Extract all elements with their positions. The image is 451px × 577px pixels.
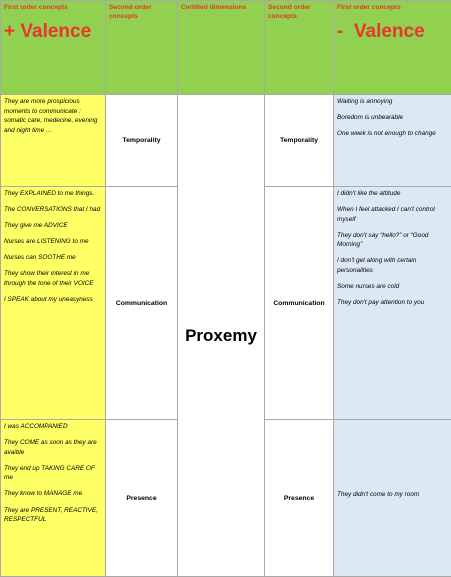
positive-concepts-cell <box>1 187 106 420</box>
concept-item: When I feel attacked I can't control myself <box>337 205 448 224</box>
second-order-concept-left: Communication <box>106 187 178 420</box>
certified-dimension: Proxemy <box>185 326 257 345</box>
negative-concepts-cell <box>334 187 451 420</box>
header-row <box>1 1 451 95</box>
second-order-concept-right: Communication <box>265 187 334 420</box>
header-second-order-right <box>265 1 334 95</box>
second-order-concept-right: Presence <box>265 420 334 577</box>
header-label: First order concepts <box>337 3 448 12</box>
negative-concept-list <box>337 97 448 139</box>
positive-concepts-cell <box>1 95 106 187</box>
header-first-order-negative <box>334 1 451 95</box>
header-label: First order concepts <box>4 3 102 12</box>
header-label: Second order concepts <box>109 3 174 21</box>
second-order-concept-left: Presence <box>106 420 178 577</box>
negative-concepts-cell <box>334 420 451 577</box>
concept-item: Nurses are LISTENING to me <box>4 237 102 247</box>
concept-item: They don't say “hello?” or “Good Morning” <box>337 231 448 250</box>
concept-item: They didn't come to my room <box>337 490 448 500</box>
header-first-order-positive <box>1 1 106 95</box>
header-label: Second order concepts <box>268 3 330 21</box>
positive-concept-list <box>4 422 102 525</box>
concept-item: They end up TAKING CARE OF me <box>4 464 102 483</box>
negative-concepts-cell <box>334 95 451 187</box>
header-certified-dimensions <box>178 1 265 95</box>
concept-item: They EXPLAINED to me things. <box>4 189 102 199</box>
negative-concept-list <box>337 490 448 500</box>
concept-item: Waiting is annoying <box>337 97 448 107</box>
concept-item: Nurses can SOOTHE me <box>4 253 102 263</box>
concept-item: They are PRESENT, REACTIVE, RESPECTFUL <box>4 506 102 525</box>
concept-item: They don't pay attention to you <box>337 298 448 308</box>
concept-item: I was ACCOMPANIED <box>4 422 102 432</box>
positive-valence-label: + Valence <box>4 21 102 43</box>
certified-dimension-cell <box>178 95 265 577</box>
concept-item: Some nurses are cold <box>337 282 448 292</box>
negative-valence-label: - Valence <box>337 21 448 43</box>
concept-item: They know to MANAGE me <box>4 489 102 499</box>
concept-item: I didn't like the attitude <box>337 189 448 199</box>
second-order-concept-left: Temporality <box>106 95 178 187</box>
concept-item: The CONVERSATIONS that I had <box>4 205 102 215</box>
negative-concept-list <box>337 189 448 308</box>
header-label: Certified dimensions <box>181 3 261 12</box>
positive-concept-list <box>4 97 102 135</box>
concept-item: They show their interest in me through the tone of their VOICE <box>4 269 102 288</box>
row-temporality <box>1 95 451 187</box>
concept-item: They are more prospicious moments to communicate : somatic care, medecine, evening and night time … <box>4 97 102 135</box>
concept-item: Boredom is unbearable <box>337 113 448 123</box>
positive-concept-list <box>4 189 102 305</box>
concept-item: I don't get along with certain personalities <box>337 256 448 275</box>
concept-item: They give me ADVICE <box>4 221 102 231</box>
second-order-concept-right: Temporality <box>265 95 334 187</box>
positive-concepts-cell <box>1 420 106 577</box>
concept-item: One week is not enough to change <box>337 129 448 139</box>
concept-item: They COME as soon as they are avaible <box>4 438 102 457</box>
header-second-order-left <box>106 1 178 95</box>
concept-item: I SPEAK about my uneasyness <box>4 295 102 305</box>
